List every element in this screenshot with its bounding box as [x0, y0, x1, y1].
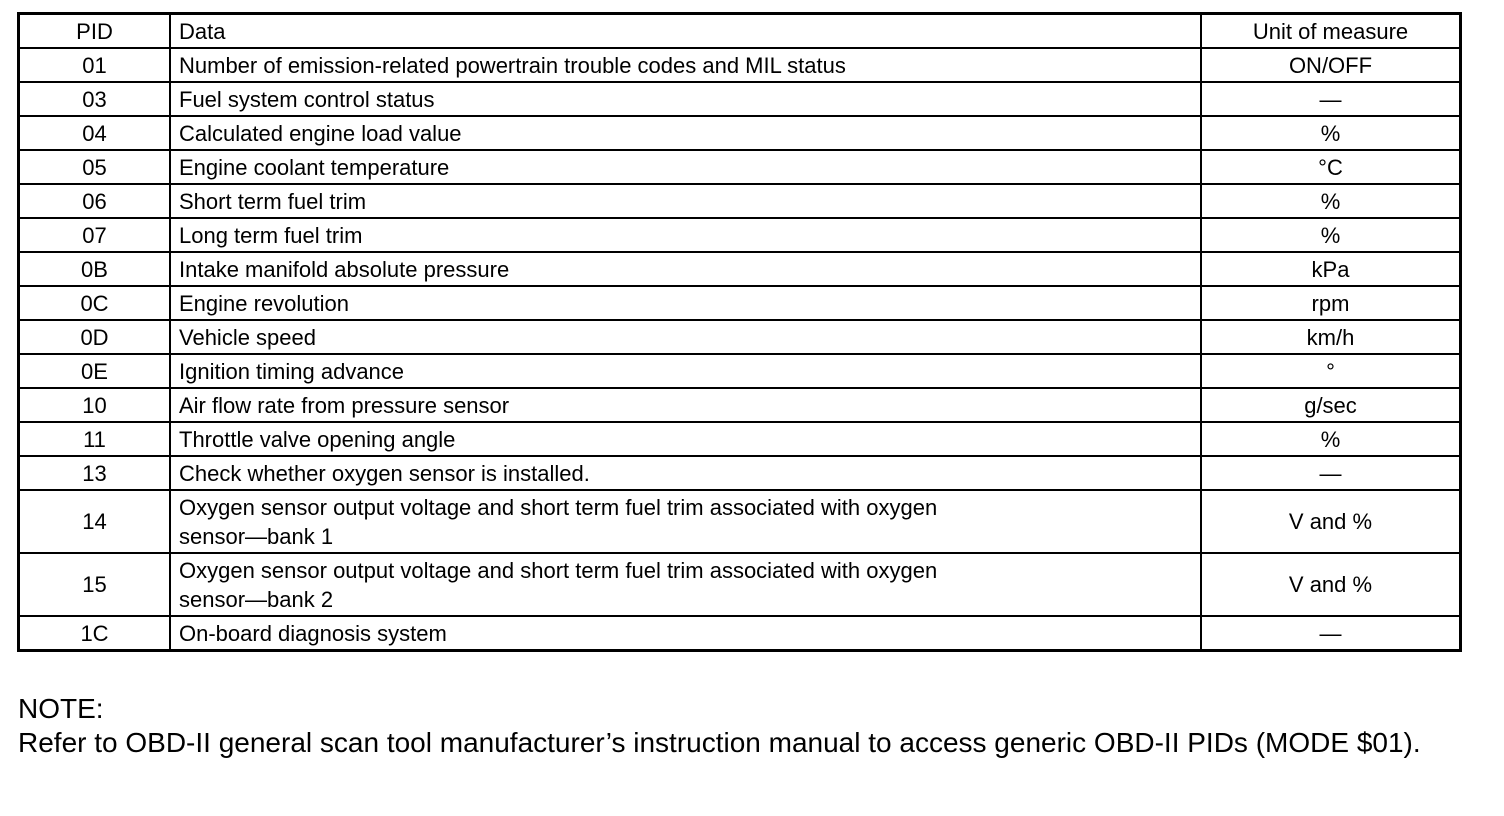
table-row: [19, 320, 1461, 354]
cell-pid: 0E: [19, 354, 171, 388]
cell-pid: 06: [19, 184, 171, 218]
cell-unit: %: [1201, 116, 1461, 150]
cell-data: Vehicle speed: [170, 320, 1201, 354]
cell-data: Ignition timing advance: [170, 354, 1201, 388]
cell-unit: V and %: [1201, 490, 1461, 553]
cell-unit: kPa: [1201, 252, 1461, 286]
cell-data-line: Oxygen sensor output voltage and short term fuel trim associated with oxygen: [179, 494, 938, 520]
header-unit: Unit of measure: [1201, 14, 1461, 49]
cell-data-line: sensor—bank 2: [179, 586, 334, 612]
cell-unit: %: [1201, 184, 1461, 218]
cell-data: Check whether oxygen sensor is installed.: [170, 456, 1201, 490]
cell-pid: 11: [19, 422, 171, 456]
cell-pid: 10: [19, 388, 171, 422]
table-row: [19, 184, 1461, 218]
table-row: [19, 553, 1461, 616]
cell-data-line: Oxygen sensor output voltage and short term fuel trim associated with oxygen: [179, 557, 938, 583]
cell-pid: 05: [19, 150, 171, 184]
cell-data: [170, 553, 1201, 616]
table-row: [19, 616, 1461, 651]
cell-unit: g/sec: [1201, 388, 1461, 422]
cell-data: Air flow rate from pressure sensor: [170, 388, 1201, 422]
cell-data: Long term fuel trim: [170, 218, 1201, 252]
table-row: [19, 354, 1461, 388]
cell-data: [170, 490, 1201, 553]
table-header-row: [19, 14, 1461, 49]
cell-unit: —: [1201, 82, 1461, 116]
cell-pid: 0C: [19, 286, 171, 320]
cell-data-line: sensor—bank 1: [179, 523, 334, 549]
cell-pid: 07: [19, 218, 171, 252]
cell-data: Calculated engine load value: [170, 116, 1201, 150]
table-row: [19, 252, 1461, 286]
note-text: Refer to OBD-II general scan tool manufacturer’s instruction manual to access generic OBD-II PIDs (MODE $01).: [18, 727, 1421, 758]
table-row: [19, 116, 1461, 150]
cell-pid: 03: [19, 82, 171, 116]
table-row: [19, 456, 1461, 490]
pid-table: [17, 12, 1462, 652]
table-row: [19, 82, 1461, 116]
table-row: [19, 286, 1461, 320]
cell-data: Engine revolution: [170, 286, 1201, 320]
table-row: [19, 422, 1461, 456]
cell-unit: —: [1201, 616, 1461, 651]
cell-data: Throttle valve opening angle: [170, 422, 1201, 456]
table-row: [19, 150, 1461, 184]
cell-unit: °C: [1201, 150, 1461, 184]
cell-unit: km/h: [1201, 320, 1461, 354]
cell-data: Intake manifold absolute pressure: [170, 252, 1201, 286]
header-data: Data: [170, 14, 1201, 49]
cell-data: Engine coolant temperature: [170, 150, 1201, 184]
header-pid: PID: [19, 14, 171, 49]
cell-pid: 15: [19, 553, 171, 616]
cell-unit: rpm: [1201, 286, 1461, 320]
cell-data: Fuel system control status: [170, 82, 1201, 116]
cell-pid: 01: [19, 48, 171, 82]
cell-pid: 0B: [19, 252, 171, 286]
cell-unit: %: [1201, 218, 1461, 252]
cell-pid: 0D: [19, 320, 171, 354]
cell-pid: 1C: [19, 616, 171, 651]
cell-unit: V and %: [1201, 553, 1461, 616]
cell-unit: %: [1201, 422, 1461, 456]
note-heading: NOTE:: [18, 693, 104, 724]
table-row: [19, 48, 1461, 82]
note-block: [18, 692, 1478, 760]
table-row: [19, 490, 1461, 553]
cell-unit: ON/OFF: [1201, 48, 1461, 82]
cell-pid: 14: [19, 490, 171, 553]
cell-data: On-board diagnosis system: [170, 616, 1201, 651]
cell-pid: 04: [19, 116, 171, 150]
table-row: [19, 218, 1461, 252]
cell-unit: °: [1201, 354, 1461, 388]
cell-data: Short term fuel trim: [170, 184, 1201, 218]
table-row: [19, 388, 1461, 422]
cell-unit: —: [1201, 456, 1461, 490]
cell-data: Number of emission-related powertrain trouble codes and MIL status: [170, 48, 1201, 82]
cell-pid: 13: [19, 456, 171, 490]
